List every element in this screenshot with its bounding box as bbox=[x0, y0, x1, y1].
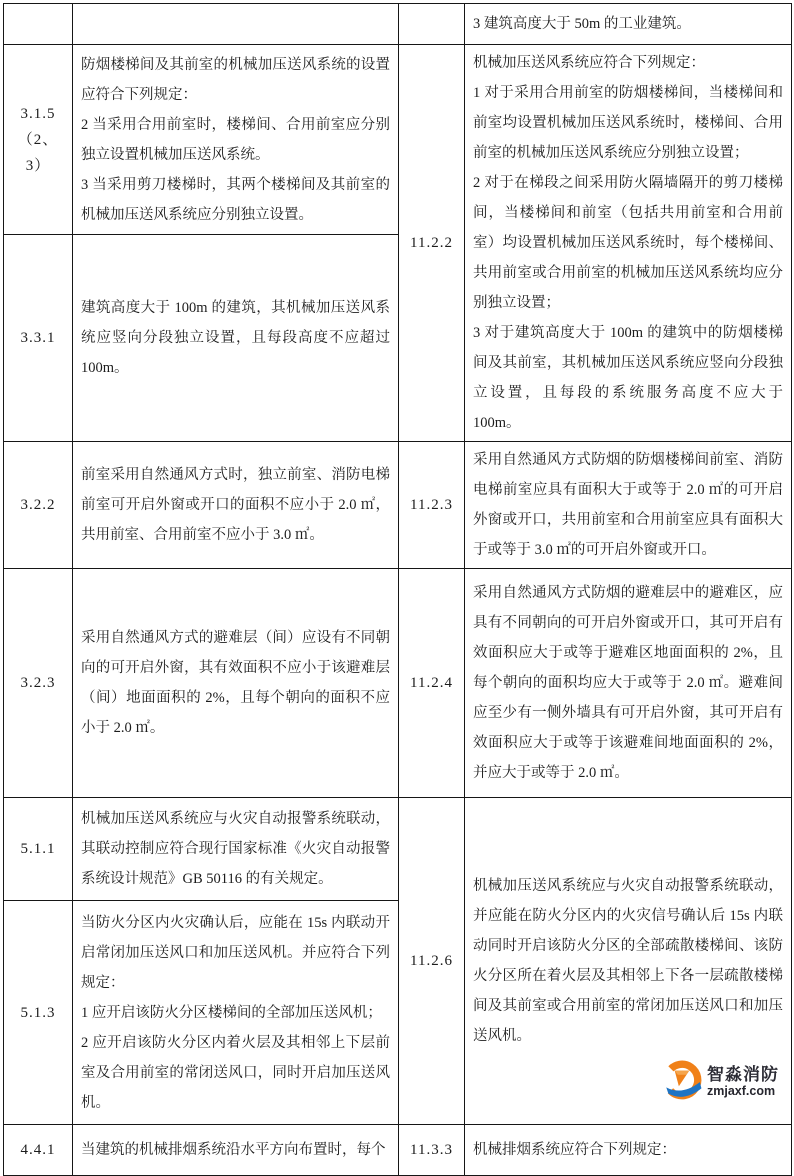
code-number: 11.2.3 bbox=[410, 497, 453, 513]
watermark-text bbox=[707, 1066, 779, 1098]
clause-text: 2 应开启该防火分区内着火层及其相邻上下层前室及合用前室的常闭送风口，同时开启加压送风机。 bbox=[81, 1034, 390, 1111]
left-code-cell-3-2-3 bbox=[4, 569, 73, 798]
clause-text: 3 当采用剪刀楼梯时，其两个楼梯间及其前室的机械加压送风系统应分别独立设置。 bbox=[81, 176, 390, 223]
right-code-cell-11-3-3 bbox=[399, 1125, 465, 1176]
clause-text: 防烟楼梯间及其前室的机械加压送风系统的设置应符合下列规定： bbox=[81, 56, 390, 103]
watermark-domain: zmjaxf.com bbox=[707, 1083, 776, 1098]
right-text-cell-11-3-3 bbox=[465, 1125, 792, 1176]
clause-text: 机械加压送风系统应与火灾自动报警系统联动，并应能在防火分区内的火灾信号确认后 15s 内联动同时开启该防火分区的全部疏散楼梯间、该防火分区所在着火层及其相邻上下各一层疏散楼梯间及其前室或合用前室的常闭加压送风口和加压送风机。 bbox=[473, 878, 783, 1044]
clause-text: 建筑高度大于 100m 的建筑，其机械加压送风系统应竖向分段独立设置，且每段高度不应超过 100m。 bbox=[81, 300, 390, 377]
right-text-cell-11-2-3 bbox=[465, 442, 792, 569]
clause-text: 机械加压送风系统应符合下列规定： bbox=[473, 55, 705, 71]
table-row bbox=[4, 4, 792, 45]
left-text-cell-5-1-3 bbox=[73, 901, 399, 1125]
right-code-cell-11-2-3 bbox=[399, 442, 465, 569]
code-number: 4.4.1 bbox=[20, 1142, 56, 1158]
table-row bbox=[4, 442, 792, 569]
code-number: 3.2.3 bbox=[20, 675, 56, 691]
right-code-cell-11-2-6 bbox=[399, 798, 465, 1125]
clause-text: 2 当采用合用前室时，楼梯间、合用前室应分别独立设置机械加压送风系统。 bbox=[81, 116, 390, 163]
left-text-cell-3-1-5 bbox=[73, 45, 399, 235]
clause-text: 采用自然通风方式防烟的避难层中的避难区，应具有不同朝向的可开启外窗或开口，其可开启有效面积应大于或等于避难区地面面积的 2%，且每个朝向的面积均应大于或等于 2.0 ㎡。避难间应至少有一侧外墙具有可开启外窗，其可开启有效面积应大于或等于该避难间地面面积的 2%，并应大于或等于 2.0 ㎡。 bbox=[473, 585, 783, 781]
clause-text: 采用自然通风方式防烟的防烟楼梯间前室、消防电梯前室应具有面积大于或等于 2.0 ㎡的可开启外窗或开口，共用前室和合用前室应具有面积大于或等于 3.0 ㎡的可开启外窗或开口。 bbox=[473, 452, 783, 558]
clause-text: 1 应开启该防火分区楼梯间的全部加压送风机； bbox=[81, 1004, 382, 1021]
left-text-cell-3-2-2 bbox=[73, 442, 399, 569]
left-code-cell-3-3-1 bbox=[4, 235, 73, 442]
table-row bbox=[4, 798, 792, 901]
left-code-cell-empty bbox=[4, 4, 73, 45]
table-row bbox=[4, 1125, 792, 1176]
code-number: 11.2.6 bbox=[410, 953, 453, 969]
watermark-brand: 智淼消防 bbox=[707, 1065, 779, 1085]
code-number-sub: （2、3） bbox=[17, 131, 59, 174]
code-number: 11.2.4 bbox=[410, 675, 453, 691]
left-code-cell-3-1-5 bbox=[4, 45, 73, 235]
clause-text: 3 建筑高度大于 50m 的工业建筑。 bbox=[473, 16, 691, 32]
clause-text: 1 对于采用合用前室的防烟楼梯间，当楼梯间和前室均设置机械加压送风系统时，楼梯间、合用前室的机械加压送风系统应分别独立设置； bbox=[473, 85, 783, 161]
clause-text: 机械排烟系统应符合下列规定： bbox=[473, 1142, 676, 1158]
clause-text: 3 对于建筑高度大于 100m 的建筑中的防烟楼梯间及其前室，其机械加压送风系统应竖向分段独立设置，且每段的系统服务高度不应大于 100m。 bbox=[473, 325, 783, 431]
left-code-cell-5-1-1 bbox=[4, 798, 73, 901]
left-text-cell-5-1-1 bbox=[73, 798, 399, 901]
clause-text: 机械加压送风系统应与火灾自动报警系统联动，其联动控制应符合现行国家标准《火灾自动报警系统设计规范》GB 50116 的有关规定。 bbox=[81, 811, 390, 887]
right-code-cell-11-2-4 bbox=[399, 569, 465, 798]
left-code-cell-3-2-2 bbox=[4, 442, 73, 569]
code-number: 3.2.2 bbox=[20, 497, 56, 513]
clause-text: 采用自然通风方式的避难层（间）应设有不同朝向的可开启外窗，其有效面积不应小于该避难层（间）地面面积的 2%，且每个朝向的面积不应小于 2.0 ㎡。 bbox=[81, 630, 390, 736]
right-code-cell-11-2-2 bbox=[399, 45, 465, 442]
left-text-cell-empty bbox=[73, 4, 399, 45]
clause-text: 前室采用自然通风方式时，独立前室、消防电梯前室可开启外窗或开口的面积不应小于 2.0 ㎡，共用前室、合用前室不应小于 3.0 ㎡。 bbox=[81, 467, 390, 543]
right-text-cell-11-2-2 bbox=[465, 45, 792, 442]
left-code-cell-5-1-3 bbox=[4, 901, 73, 1125]
right-text-cell-11-2-4 bbox=[465, 569, 792, 798]
brand-swoosh-icon bbox=[661, 1059, 703, 1106]
code-number: 11.2.2 bbox=[410, 235, 453, 251]
code-comparison-table bbox=[3, 3, 792, 1176]
code-number: 11.3.3 bbox=[410, 1142, 453, 1158]
table-row bbox=[4, 45, 792, 235]
code-number: 3.3.1 bbox=[20, 330, 56, 347]
left-text-cell-4-4-1 bbox=[73, 1125, 399, 1176]
clause-text: 2 对于在梯段之间采用防火隔墙隔开的剪刀楼梯间，当楼梯间和前室（包括共用前室和合用前室）均设置机械加压送风系统时，每个楼梯间、共用前室或合用前室的机械加压送风系统均应分别独立设置； bbox=[473, 175, 783, 311]
code-number: 3.1.5 bbox=[20, 105, 56, 122]
code-number: 5.1.3 bbox=[20, 1004, 56, 1021]
table-row bbox=[4, 569, 792, 798]
left-text-cell-3-2-3 bbox=[73, 569, 399, 798]
code-number: 5.1.1 bbox=[20, 841, 56, 857]
right-text-cell-top bbox=[465, 4, 792, 45]
watermark-logo bbox=[661, 1059, 779, 1106]
clause-text: 当建筑的机械排烟系统沿水平方向布置时，每个 bbox=[81, 1142, 386, 1158]
clause-text: 当防火分区内火灾确认后，应能在 15s 内联动开启常闭加压送风口和加压送风机。并应符合下列规定： bbox=[81, 914, 390, 991]
left-text-cell-3-3-1 bbox=[73, 235, 399, 442]
right-code-cell-empty bbox=[399, 4, 465, 45]
left-code-cell-4-4-1 bbox=[4, 1125, 73, 1176]
